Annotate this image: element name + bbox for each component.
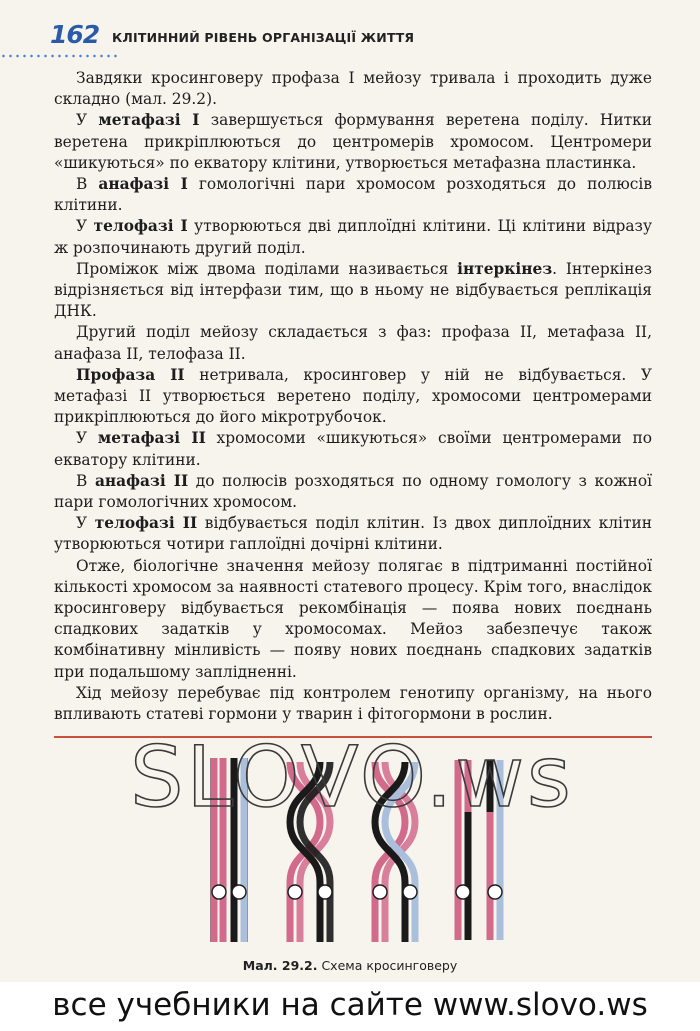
paragraph bbox=[54, 428, 652, 470]
text-run: Другий поділ мейозу складається з фаз: профаза II, метафаза II, анафаза II, телофаза II. bbox=[54, 323, 652, 363]
centromere bbox=[318, 885, 332, 899]
paragraph bbox=[54, 110, 652, 174]
centromere bbox=[456, 885, 470, 899]
bold-term: інтеркінез bbox=[457, 259, 553, 278]
running-head-title: КЛІТИННИЙ РІВЕНЬ ОРГАНІЗАЦІЇ ЖИТТЯ bbox=[112, 30, 415, 45]
text-run: У bbox=[76, 217, 94, 236]
text-run: В bbox=[76, 471, 95, 490]
caption-label: Мал. 29.2. bbox=[242, 958, 318, 973]
text-run: У bbox=[76, 514, 95, 533]
centromere bbox=[488, 885, 502, 899]
paragraph bbox=[54, 259, 652, 323]
text-run: . Інтеркінез відрізняється від інтерфази тим, що в ньому не відбувається реплікація ДНК. bbox=[54, 259, 652, 321]
text-run: завершується формування веретена поділу. Нитки веретена прикріплюються до центромерів хромосом. Центромери «шикуються» по екватору клітини, утворюється метафазна пластинка. bbox=[54, 111, 652, 172]
text-run: хромосоми «шикуються» своїми центромерами по екватору клітини. bbox=[54, 429, 653, 469]
page-header bbox=[0, 14, 700, 58]
bold-term: телофазі II bbox=[94, 514, 198, 533]
text-run: до полюсів розходяться по одному гомологу з кожної пари гомологічних хромосом. bbox=[54, 471, 653, 512]
page-number: 162 bbox=[50, 20, 100, 49]
text-run: У bbox=[76, 429, 98, 448]
text-run: Проміжок між двома поділами називається bbox=[76, 259, 458, 278]
text-run: утворюються дві диплоїдні клітини. Ці клітини відразу ж розпочинають другий поділ. bbox=[54, 217, 653, 257]
caption-text: Схема кросинговеру bbox=[317, 958, 458, 973]
paragraph bbox=[54, 471, 652, 513]
centromere bbox=[288, 885, 302, 899]
paragraph bbox=[54, 365, 652, 429]
text-run: нетривала, кросинговер у ній не відбувається. У метафазі II утворюється веретено поділу, хромосоми центромерами прикріплюються до його мікротрубочок. bbox=[54, 365, 652, 427]
centromere bbox=[212, 885, 226, 899]
paragraph bbox=[54, 68, 652, 110]
bold-term: метафазі II bbox=[97, 429, 206, 448]
text-run: Завдяки кросинговеру профаза І мейозу тривала і проходить дуже складно (мал. 29.2). bbox=[54, 69, 652, 109]
bold-term: телофазі І bbox=[93, 217, 188, 236]
centromere bbox=[232, 885, 246, 899]
dotted-divider bbox=[0, 54, 120, 58]
slovo-watermark: SLOVO.ws bbox=[130, 728, 574, 826]
figure-caption bbox=[0, 958, 700, 973]
site-footer: все учебники на сайте www.slovo.ws bbox=[0, 982, 700, 1031]
paragraph bbox=[54, 513, 652, 555]
text-run: Отже, біологічне значення мейозу полягає в підтриманні постійної кількості хромосом за наявності статевого процесу. Крім того, внаслідок кросинговеру відбувається рекомбінація — поява нових поєднань спадкових задатків у хромосомах. Мейоз забезпечує також комбінативну мінливість — появу нових поєднань спадкових задатків при подальшому заплідненні. bbox=[54, 556, 652, 681]
bold-term: анафазі II bbox=[94, 471, 189, 490]
paragraph bbox=[54, 322, 652, 364]
bold-term: анафазі І bbox=[98, 175, 188, 194]
text-run: відбувається поділ клітин. Із двох диплоїдних клітин утворюються чотири гаплоїдні дочірні клітини. bbox=[54, 514, 652, 554]
body-text bbox=[54, 68, 652, 725]
text-run: гомологічні пари хромосом розходяться до полюсів клітини. bbox=[54, 175, 652, 215]
text-run: В bbox=[76, 175, 99, 194]
paragraph bbox=[54, 216, 652, 258]
text-run: Хід мейозу перебуває під контролем генотипу організму, на нього впливають статеві гормони у тварин і фітогормони в рослин. bbox=[54, 683, 652, 724]
paragraph bbox=[54, 683, 652, 725]
bold-term: метафазі І bbox=[98, 111, 200, 130]
centromere bbox=[373, 885, 387, 899]
text-run: У bbox=[76, 111, 99, 130]
centromere bbox=[403, 885, 417, 899]
bold-term: Профаза II bbox=[76, 365, 185, 384]
paragraph bbox=[54, 556, 652, 683]
paragraph bbox=[54, 174, 652, 216]
